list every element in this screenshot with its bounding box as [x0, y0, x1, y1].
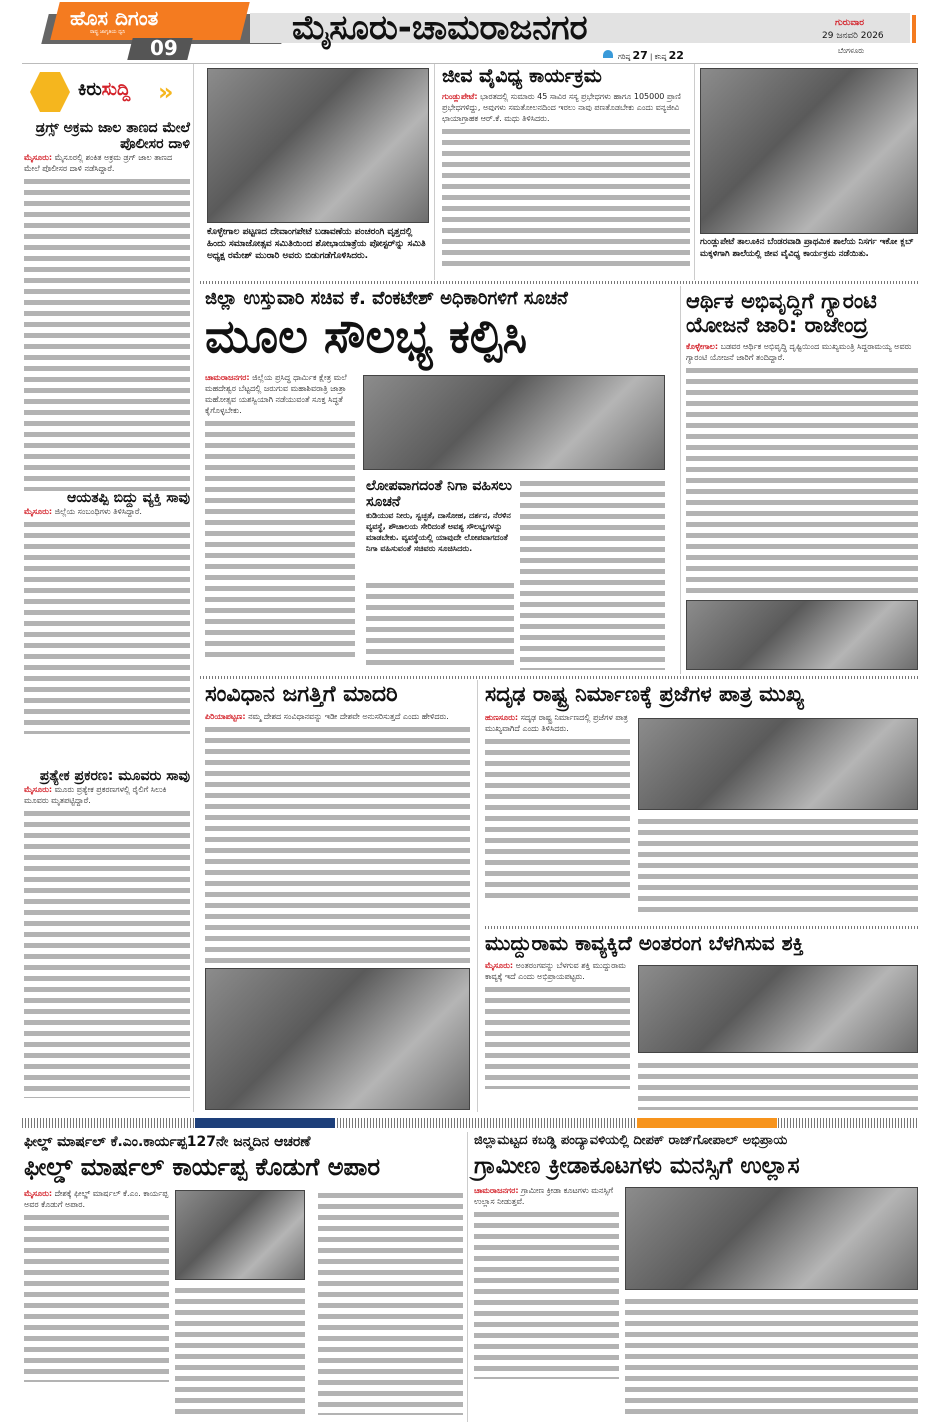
page-number: 09 [150, 36, 178, 60]
story-drugs: ಡ್ರಗ್ಸ್ ಅಕ್ರಮ ಜಾಲ ತಾಣದ ಮೇಲೆ ಪೊಲೀಸರ ದಾಳಿ ಮೈಸೂರು: ಮೈಸೂರಲ್ಲಿ ಶಂಕಿತ ಅಕ್ರಮ ಡ್ರಗ್ ಜಾಲ ತಾಣದ ಮೇಲೆ ಪೊಲೀಸರ ದಾಳಿ ನಡೆಸಿದ್ದಾರೆ. [24, 120, 190, 491]
poster-release-photo [207, 68, 429, 223]
story-fall: ಆಯತಪ್ಪಿ ಬಿದ್ದು ವ್ಯಕ್ತಿ ಸಾವು ಮೈಸೂರು: ಜಿಲ್ಲೆಯ ಸಂಬಂಧಿಗಳು ತಿಳಿಸಿದ್ದಾರೆ. [24, 490, 190, 734]
story-rural-sports: ಜಿಲ್ಲಾಮಟ್ಟದ ಕಬಡ್ಡಿ ಪಂದ್ಯಾವಳಿಯಲ್ಲಿ ದೀಪಕ್ ರಾಜ್‌ಗೋಪಾಲ್ ಅಭಿಪ್ರಾಯ ಗ್ರಾಮೀಣ ಕ್ರೀಡಾಕೂಟಗಳು ಮನಸ್ಸಿಗೆ ಉಲ್ಲಾಸ ಚಾಮರಾಜನಗರ: ಗ್ರಾಮೀಣ ಕ್ರೀಡಾ ಕೂಟಗಳು ಮನಸ್ಸಿಗೆ ಉಲ್ಲಾಸ ನೀಡುತ್ತವೆ. [474, 1134, 918, 1379]
divider-blue [195, 1118, 335, 1128]
city: ಬೆಂಗಳೂರು [838, 47, 865, 55]
story-muddurama: ಮುದ್ದುರಾಮ ಕಾವ್ಯಕ್ಕಿದೆ ಅಂತರಂಗ ಬೆಳಗಿಸುವ ಶಕ್ತಿ ಮೈಸೂರು: ಅಂತರಂಗವನ್ನು ಬೆಳಗುವ ಶಕ್ತಿ ಮುದ್ದುರಾಮ ಕಾವ್ಯಕ್ಕೆ ಇದೆ ಎಂದು ಅಭಿಪ್ರಾಯಪಟ್ಟರು. [485, 932, 918, 1089]
strong-nation-photo [638, 718, 918, 810]
story-strong-nation: ಸದೃಢ ರಾಷ್ಟ್ರ ನಿರ್ಮಾಣಕ್ಕೆ ಪ್ರಜೆಗಳ ಪಾತ್ರ ಮುಖ್ಯ ಹುಣಸೂರು: ಸದೃಢ ರಾಷ್ಟ್ರ ನಿರ್ಮಾಣದಲ್ಲಿ ಪ್ರಜೆಗಳ ಪಾತ್ರ ಮುಖ್ಯವಾಗಿದೆ ಎಂದು ತಿಳಿಸಿದರು. [485, 682, 918, 901]
lead-body: ಚಾಮರಾಜನಗರ: ಜಿಲ್ಲೆಯ ಪ್ರಸಿದ್ಧ ಧಾರ್ಮಿಕ ಕ್ಷೇತ್ರ ಮಲೆ ಮಹದೇಶ್ವರ ಬೆಟ್ಟದಲ್ಲಿ ಜರುಗುವ ಮಹಾಶಿವರಾತ್ರಿ ಜಾತ್ರಾ ಮಹೋತ್ಸವ ಯಶಸ್ವಿಯಾಗಿ ನಡೆಯುವಂತೆ ಸೂಕ್ತ ಸಿದ್ಧತೆ ಕೈಗೊಳ್ಳಬೇಕು. [205, 372, 355, 658]
lead-headline: ಮೂಲ ಸೌಲಭ್ಯ ಕಲ್ಪಿಸಿ [205, 309, 528, 363]
hand-icon [30, 72, 70, 112]
kabaddi-event-photo [625, 1187, 918, 1290]
lead-inset-box: ಲೋಪವಾಗದಂತೆ ನಿಗಾ ವಹಿಸಲು ಸೂಚನೆ ಕುಡಿಯುವ ನೀರು, ಸ್ವಚ್ಛತೆ, ದಾಸೋಹ, ದರ್ಶನ, ನೆರಳಿನ ವ್ಯವಸ್ಥೆ, ಶೌಚಾಲಯ ಸೇರಿದಂತೆ ಅವಶ್ಯ ಸೌಲಭ್ಯಗಳನ್ನು ಮಾಡಬೇಕು. ವ್ಯವಸ್ಥೆಯಲ್ಲಿ ಯಾವುದೇ ಲೋಪವಾಗದಂತೆ ನಿಗಾ ವಹಿಸುವಂತೆ ಸಚಿವರು ಸೂಚಿಸಿದರು. [366, 478, 512, 554]
day: ಗುರುವಾರ [835, 18, 865, 28]
section-title: ಮೈಸೂರು-ಚಾಮರಾಜನಗರ [292, 8, 588, 48]
date: 29 ಜನವರಿ 2026 [822, 31, 884, 41]
masthead: ಹೊಸ ದಿಗಂತ ರಾಷ್ಟ್ರ ಜಾಗೃತಿಯ ಧ್ವನಿ 09 ಮೈಸೂರು-ಚಾಮರಾಜನಗರ ಗರಿಷ್ಠ 27 | ಕನಿಷ್ಠ 22 ಗುರುವಾರ 29 ಜನವರಿ 2026 ಬೆಂಗಳೂರು [0, 0, 945, 62]
lead-kicker: ಜಿಲ್ಲಾ ಉಸ್ತುವಾರಿ ಸಚಿವ ಕೆ. ವೆಂಕಟೇಶ್ ಅಧಿಕಾರಿಗಳಿಗೆ ಸೂಚನೆ [205, 288, 568, 309]
story-constitution: ಸಂವಿಧಾನ ಜಗತ್ತಿಗೆ ಮಾದರಿ ಪಿರಿಯಾಪಟ್ಟಣ: ನಮ್ಮ ದೇಶದ ಸಂವಿಧಾನವನ್ನು ಇಡೀ ದೇಶವೇ ಅನುಸರಿಸುತ್ತದೆ ಎಂದು ಹೇಳಿದರು. [205, 682, 470, 969]
story-guarantee: ಆರ್ಥಿಕ ಅಭಿವೃದ್ಧಿಗೆ ಗ್ಯಾರಂಟಿ ಯೋಜನೆ ಜಾರಿ: ರಾಜೇಂದ್ರ ಕೊಳ್ಳೇಗಾಲ: ಬಡವರ ಆರ್ಥಿಕ ಅಭಿವೃದ್ಧಿ ದೃಷ್ಟಿಯಿಂದ ಮುಖ್ಯಮಂತ್ರಿ ಸಿದ್ದರಾಮಯ್ಯ ಅವರು ಗ್ಯಾರಂಟಿ ಯೋಜನೆ ಜಾರಿಗೆ ತಂದಿದ್ದಾರೆ. [686, 289, 918, 595]
weather-icon [603, 50, 613, 58]
divider-orange [637, 1118, 777, 1128]
photo-caption: ಗುಂಡ್ಲುಪೇಟೆ ತಾಲೂಕಿನ ಬೆಂಡರವಾಡಿ ಪ್ರಾಥಮಿಕ ಶಾಲೆಯ ನಿಸರ್ಗ ಇಕೋ ಕ್ಲಬ್ ಮಕ್ಕಳಿಗಾಗಿ ಶಾಲೆಯಲ್ಲಿ ಜೀವ ವೈವಿಧ್ಯ ಕಾರ್ಯಕ್ರಮ ನಡೆಯಿತು. [700, 237, 914, 259]
kiru-suddi-banner: ಕಿರುಸುದ್ದಿ » [30, 72, 185, 112]
story-three-deaths: ಪ್ರತ್ಯೇಕ ಪ್ರಕರಣ: ಮೂವರು ಸಾವು ಮೈಸೂರು: ಮೂರು ಪ್ರತ್ಯೇಕ ಪ್ರಕರಣಗಳಲ್ಲಿ ರೈಲಿಗೆ ಸಿಲುಕಿ ಮೂವರು ಮೃತಪಟ್ಟಿದ್ದಾರೆ. [24, 768, 190, 1098]
logo-text: ಹೊಸ ದಿಗಂತ [70, 6, 159, 30]
eco-club-photo [700, 68, 918, 234]
cariappa-statue-photo [175, 1190, 305, 1280]
story-cariappa: ಫೀಲ್ಡ್ ಮಾರ್ಷಲ್ ಕೆ.ಎಂ.ಕಾರ್ಯಪ್ಪ127ನೇ ಜನ್ಮದಿನ ಆಚರಣೆ ಫೀಲ್ಡ್ ಮಾರ್ಷಲ್ ಕಾರ್ಯಪ್ಪ ಕೊಡುಗೆ ಅಪಾರ ಮೈಸೂರು: ದೇಶಕ್ಕೆ ಫೀಲ್ಡ್ ಮಾರ್ಷಲ್ ಕೆ.ಎಂ. ಕಾರ್ಯಪ್ಪ ಅವರ ಕೊಡುಗೆ ಅಪಾರ. [24, 1134, 464, 1382]
muddurama-event-photo [638, 965, 918, 1053]
photo-caption: ಕೊಳ್ಳೇಗಾಲ ಪಟ್ಟಣದ ದೇವಾಂಗಪೇಟೆ ಬಡಾವಣೆಯ ಪಂಚರಂಗಿ ವೃತ್ತದಲ್ಲಿ ಹಿಂದು ಸಮಾಜೋತ್ಸವ ಸಮಿತಿಯಿಂದ ಶೋಭಾಯಾತ್ರೆಯ ಪೋಸ್ಟರ್‌ನ್ನು ಸಮಿತಿ ಅಧ್ಯಕ್ಷ ರಮೇಶ್ ಮುರಾರಿ ಅವರು ಬಿಡುಗಡೆಗೊಳಿಸಿದರು. [207, 227, 426, 261]
story-biodiversity: ಜೀವ ವೈವಿಧ್ಯ ಕಾರ್ಯಕ್ರಮ ಗುಂಡ್ಲುಪೇಟೆ: ಭಾರತದಲ್ಲಿ ಸುಮಾರು 45 ಸಾವಿರ ಸಸ್ಯ ಪ್ರಭೇಧಗಳು ಹಾಗೂ 105000 ಪ್ರಾಣಿ ಪ್ರಭೇಧಗಳಿದ್ದು, ಅವುಗಳು ಸಮತೋಲನದಿಂದ ಇರಲು ನಾವು ಪಣತೊಡಬೇಕು ಎಂದು ವನ್ಯಜೀವಿ ಛಾಯಾಗ್ರಾಹಕ ಆರ್.ಕೆ. ಮಧು ತಿಳಿಸಿದರು. [442, 66, 690, 266]
guarantee-event-photo [686, 600, 918, 670]
meeting-photo [363, 375, 665, 470]
constitution-event-photo [205, 968, 470, 1110]
